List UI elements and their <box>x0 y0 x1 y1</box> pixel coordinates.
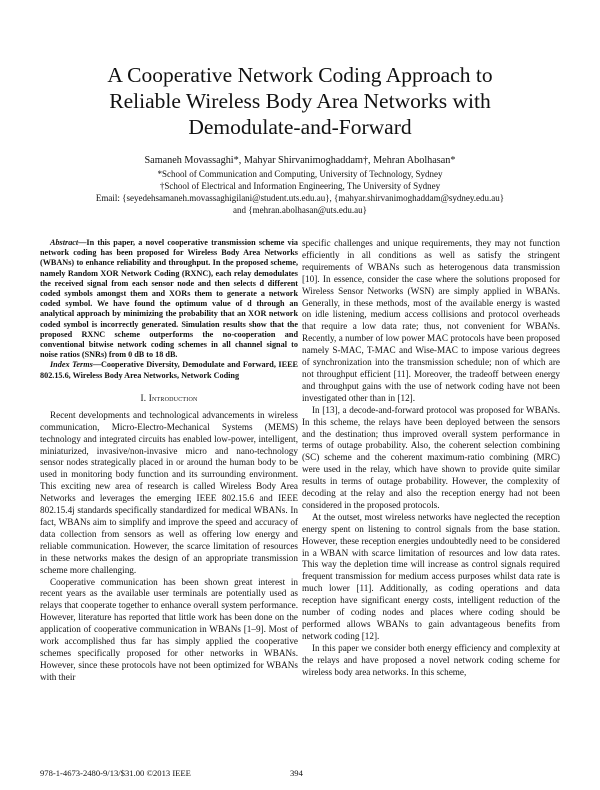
intro-paragraph-1: Recent developments and technological advancements in wireless communication, Micro-Electro-Mechanical Systems (MEMS) technology and integrated circuits has enabled low-power, intelligent, miniaturized, invasive/non-invasive micro and nano-technology sensor nodes strategically placed in or around the human body to be used in monitoring body function and its surrounding environment. This exciting new area of research is called Wireless Body Area Networks and leverages the emerging IEEE 802.15.6 and IEEE 802.15.4j standards specifically standardized for medical WBANs. In fact, WBANs aim to simplify and improve the speed and accuracy of data collection from sensors as well as offering low energy and reliable communication. However, the scarce limitation of resources in these networks makes the design of an appropriate transmission scheme more challenging. <box>40 409 298 575</box>
abstract-paragraph <box>40 238 298 360</box>
section-title: Introduction <box>148 392 198 403</box>
right-paragraph-4: In this paper we consider both energy efficiency and complexity at the relays and have proposed a novel network coding scheme for wireless body area networks. In this scheme, <box>302 642 560 677</box>
right-column <box>302 238 560 679</box>
author-list: Samaneh Movassaghi*, Mahyar Shirvanimoghaddam†, Mehran Abolhasan* <box>144 155 456 166</box>
section-number: I. <box>140 392 147 403</box>
intro-paragraph-2: Cooperative communication has been shown great interest in recent years as the available user terminals are potentially used as relays that cooperate together to enhance overall system performance. However, literature has reported that little work has been done on the application of cooperative communication in WBANs [1–9]. Most of work accomplished thus far has simply applied the cooperative schemes specifically proposed for other networks in WBANs. However, since these protocols have not been optimized for WBANs with their <box>40 576 298 682</box>
right-paragraph-3: At the outset, most wireless networks have neglected the reception energy spent on listening to control signals from the base station. However, these reception energies undoubtedly need to be considered in a WBAN with scarce limitation of resources and low data rates. This way the depletion time will increase as control signals required frequent transmission for medium access purposes whilst data rate is much lower [11]. Additionally, as coding operations and data reception have significant energy costs, intelligent reduction of the number of coding nodes and places where coding should be performed allows WBANs to gain advantageous benefits from network coding [12]. <box>302 511 560 641</box>
title-line-1: A Cooperative Network Coding Approach to <box>107 63 493 87</box>
section-heading <box>40 393 298 403</box>
index-terms-label: Index Terms <box>50 360 93 370</box>
paper-title <box>40 62 560 140</box>
email-line: Email: {seyedehsamaneh.movassaghigilani@student.uts.edu.au}, {mahyar.shirvanimoghaddam@sydney.edu.au} <box>95 193 505 203</box>
index-terms <box>40 360 298 380</box>
left-column <box>40 238 298 684</box>
affiliations <box>40 168 560 216</box>
affiliation-uts: *School of Communication and Computing, University of Technology, Sydney <box>157 169 443 179</box>
index-terms-text: —Cooperative Diversity, Demodulate and Forward, IEEE 802.15.6, Wireless Body Area Networks, Network Coding <box>40 360 298 380</box>
abstract-label: Abstract <box>50 238 79 247</box>
page-number: 394 <box>290 768 303 778</box>
footer-isbn: 978-1-4673-2480-9/13/$31.00 ©2013 IEEE <box>40 768 191 778</box>
title-line-3: Demodulate-and-Forward <box>188 115 412 139</box>
affiliation-sydney: †School of Electrical and Information Engineering, The University of Sydney <box>159 181 441 191</box>
title-line-2: Reliable Wireless Body Area Networks with <box>109 89 491 113</box>
email-line-2: and {mehran.abolhasan@uts.edu.au} <box>233 205 367 215</box>
right-paragraph-1: specific challenges and unique requirements, they may not function efficiently in all conditions as well as satisfy the stringent requirements of WBANs such as heterogenous data transmission [10]. In essence, consider the case where the solutions proposed for Wireless Sensor Networks (WSN) are simply applied in WBANs. Generally, in these methods, most of the available energy is wasted on idle listening, medium access collisions and protocol overheads that require a low data rate; thus, not convenient for WBANs. Recently, a number of low power MAC protocols have been proposed namely S-MAC, T-MAC and Wise-MAC to impose various degrees of synchronization into the transmission schedule; non of which are not throughput efficient [11]. Moreover, the tradeoff between energy and throughput gains with the use of network coding have not been investigated other than in [12]. <box>302 238 560 403</box>
abstract-text: —In this paper, a novel cooperative transmission scheme via network coding has been proposed for Wireless Body Area Networks (WBANs) to enhance reliability and throughput. In the proposed scheme, namely Random XOR Network Coding (RXNC), each relay demodulates the received signal from each sensor node and then selects d different coded symbols amongst them and XORs them to generate a network coded symbol. We have found the optimum value of d through an analytical approach by minimizing the probability that an XOR network coded symbol is incorrectly generated. Simulation results show that the proposed RXNC scheme outperforms the no-cooperation and conventional bitwise network coding schemes in all channel signal to noise ratios (SNRs) from 0 dB to 18 dB. <box>40 238 298 360</box>
right-paragraph-2: In [13], a decode-and-forward protocol was proposed for WBANs. In this scheme, the relays have been deployed between the sensors and the destination; thus improved overall system performance in terms of outage probability. Also, the coherent selection combining (SC) scheme and the coherent maximum-ratio combining (MRC) were used in the relay, which have shown to provide quite similar results in terms of outage probability. However, the complexity of decoding at the relay and also the reception energy had not been considered in the proposed protocols. <box>302 404 560 510</box>
abstract <box>40 238 298 381</box>
